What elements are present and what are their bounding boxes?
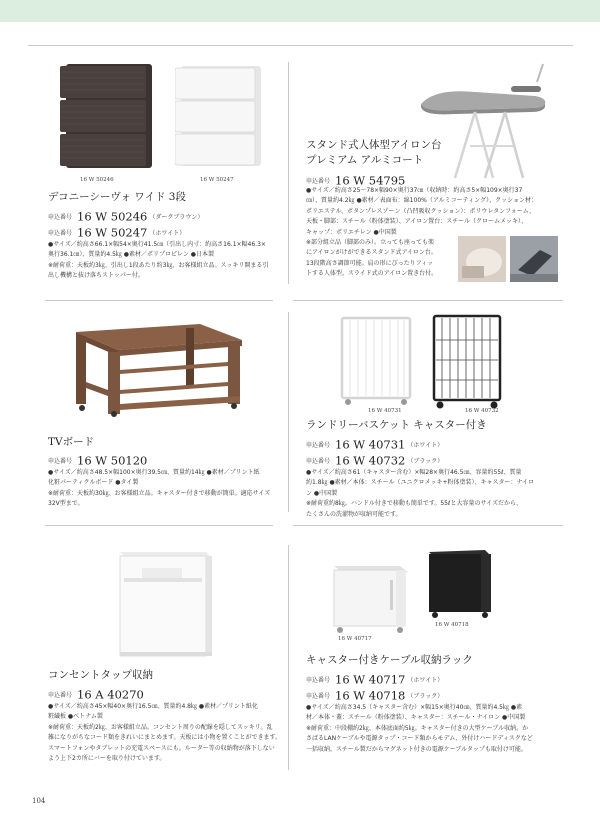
laundry-order-row-2 [306, 450, 443, 469]
desc-line: 材／本体・蓋：スチール（粉体塗装）、キャスター：スチール・ナイロン ●中国製 [306, 714, 526, 722]
order-number: 16 W 50246 [77, 209, 148, 224]
laundry-caption-1: 16 W 40731 [368, 408, 402, 414]
chest-white-image [175, 64, 263, 168]
desc-line: ●サイズ／約高さ34.5（キャスター含む）×幅15×奥行40㎝、質量約4.5㎏ ●素 [306, 704, 523, 711]
divider-column-3 [288, 545, 289, 770]
desc-line: スマートフォンやタブレットの充電スペースにも。ルーター等の収納物が落下しない [48, 744, 275, 752]
divider-top [28, 45, 573, 46]
desc-line: 13段階高さ調節可能。肩の形にぴったりフィッ [306, 259, 434, 267]
cable-rack-black-image [425, 546, 495, 620]
desc-line: ●サイズ／約高さ45×幅40×奥行16.5㎝、質量約4.8㎏ ●素材／プリント紙化 [48, 703, 258, 710]
divider-row2-left [45, 525, 273, 526]
order-number-label: 申込番号 [48, 692, 73, 699]
color-note: （ブラック） [407, 693, 444, 700]
order-number: 16 W 40732 [335, 453, 406, 468]
desc-line: ン ●中国製 [306, 489, 338, 497]
color-note: （ブラック） [407, 458, 444, 465]
desc-line: 粧繊板 ●ベトナム製 [48, 713, 103, 721]
desc-line: ※耐荷重：天板約3㎏、引出し1段あたり約3㎏、お客様組立品。スッキリ開まる引 [48, 261, 269, 269]
desc-line: ●サイズ／約高さ25～78×幅90×奥行37㎝（収納時：約高さ5×幅109×奥行37 [306, 187, 523, 194]
chest-caption-2: 16 W 50247 [200, 177, 234, 183]
ironing-detail-photo-2 [510, 236, 558, 282]
tapbox-product-name: コンセントタップ収納 [48, 669, 153, 681]
desc-line: たくさんの洗濯物が収納可能です。 [306, 510, 402, 518]
desc-line: 雑になりがちなコード類をきれいにまとめます。天板には小物を置くことができます。 [48, 734, 282, 742]
desc-line: ※耐荷重約8㎏。ハンドル付きで移動も簡単です。55ℓと大容量のサイズだから、 [306, 500, 522, 508]
desc-line: キャップ：ポリエチレン ●中国製 [306, 228, 397, 236]
cable-description [306, 703, 533, 755]
order-number-label: 申込番号 [48, 458, 73, 465]
tapbox-description [48, 702, 281, 764]
name-line: プレミアム アルミコート [306, 154, 424, 166]
cable-caption-2: 16 W 40718 [435, 622, 469, 628]
desc-line: ※耐荷重：天板約30㎏、お客様組立品。キャスター付きで移動が簡単。適応サイズ [48, 489, 271, 497]
order-number: 16 W 40718 [335, 688, 406, 703]
desc-line: 天板・脚部：スチール（粉体塗装）、アイロン置台：スチール（クロームメッキ）、 [306, 218, 527, 226]
tapbox-order-row [48, 684, 144, 703]
ironing-product-name [306, 138, 442, 168]
cable-order-row-2 [306, 685, 443, 704]
laundry-basket-white-image [338, 312, 414, 406]
color-note: （ホワイト） [407, 677, 444, 684]
laundry-basket-black-image [430, 310, 506, 410]
order-number-label: 申込番号 [48, 230, 73, 237]
divider-row1-right [293, 300, 563, 301]
order-number-label: 申込番号 [48, 214, 73, 221]
page-number: 104 [32, 797, 46, 805]
divider-row1-left [45, 300, 273, 301]
divider-column-1 [288, 62, 289, 284]
desc-line: ※部分組立品（脚部のみ）。立っても座っても楽 [306, 239, 435, 247]
desc-line: ポリエステル、ボタンプレスゾーン（凸凹吸収クッション）：ポリウレタンフォーム、 [306, 207, 535, 215]
order-number: 16 W 50120 [77, 453, 148, 468]
desc-line: 32V型まで。 [48, 500, 84, 508]
laundry-description [306, 468, 534, 520]
order-number-label: 申込番号 [306, 458, 331, 465]
desc-line: ㎝）、質量約4.2㎏ ●素材／表面布：綿100%（アルミコーティング）、クッション材： [306, 197, 538, 205]
desc-line: さばるLANケーブルや電源タップ・コード類からモデム、外付けハードディスクなど [306, 735, 533, 743]
cable-rack-white-image [330, 560, 412, 634]
cable-caption-1: 16 W 40717 [338, 636, 372, 642]
desc-line: 一括収納。スチール製だからマグネット付きの電源ケーブルタップも取付け可能。 [306, 745, 527, 753]
desc-line: ●サイズ／約高さ48.5×幅100×奥行39.5㎝、質量約14㎏ ●素材／プリント紙 [48, 469, 260, 476]
top-color-band [0, 0, 600, 22]
desc-line: にアイロンがけができるスタンド式アイロン台。 [306, 249, 437, 257]
desc-line: 化粧パーティクルボード ●タイ製 [48, 479, 139, 487]
divider-row2-right [293, 525, 563, 526]
tap-box-image [112, 548, 216, 660]
desc-line: 約1.8㎏ ●素材／本体：スチール（ユニクロメッキ+粉体塗装）、キャスター：ナイロ [306, 479, 535, 487]
tv-product-name: TVボード [48, 436, 95, 448]
desc-line: 奥行36.1㎝）、質量約4.5㎏ ●素材／ポリプロピレン ●日本製 [48, 251, 215, 259]
desc-line: ●サイズ／約高さ61（キャスター含む）×幅28×奥行46.5㎝、容量約55ℓ、質量 [306, 469, 522, 476]
order-number: 16 W 50247 [77, 225, 148, 240]
color-note: （ホワイト） [149, 230, 186, 237]
tv-order-row [48, 450, 147, 469]
order-number: 16 W 54795 [335, 173, 406, 188]
desc-line: よう上下2カ所にバーを取り付けています。 [48, 755, 166, 763]
desc-line: ※耐荷重：中段棚約2㎏、本体底面約5㎏。キャスター付きの大型ケーブル収納。か [306, 724, 529, 732]
chest-order-row-2 [48, 222, 185, 241]
order-number-label: 申込番号 [306, 178, 331, 185]
color-note: （ホワイト） [407, 442, 444, 449]
desc-line: ●サイズ／約高さ66.1×幅54×奥行41.5㎝（引出し内寸：約高さ16.1×幅46.3× [48, 241, 266, 248]
desc-line: ※耐荷重：天板約2㎏、お客様組立品。コンセント周りの配線を隠してスッキリ。乱 [48, 723, 273, 731]
chest-description [48, 240, 268, 282]
order-number: 16 A 40270 [77, 687, 144, 702]
divider-column-2 [288, 312, 289, 512]
laundry-product-name: ランドリーバスケット キャスター付き [306, 419, 487, 431]
chest-dark-brown-image [60, 62, 154, 170]
name-line: スタンド式人体型アイロン台 [306, 139, 442, 151]
ironing-detail-photo-1 [458, 236, 506, 282]
tv-board-image [68, 318, 248, 418]
color-note: （ダークブラウン） [149, 214, 204, 221]
cable-product-name: キャスター付きケーブル収納ラック [306, 654, 473, 666]
order-number: 16 W 40717 [335, 672, 406, 687]
order-number-label: 申込番号 [306, 442, 331, 449]
order-number: 16 W 40731 [335, 437, 406, 452]
chest-product-name: デコニーシーヴォ ワイド 3段 [48, 191, 186, 203]
order-number-label: 申込番号 [306, 677, 331, 684]
desc-line: トする人体型。スライド式のアイロン置き台付。 [306, 270, 438, 278]
chest-caption-1: 16 W 50246 [80, 177, 114, 183]
desc-line: 出し機構と抜け落ちストッパー付。 [48, 272, 144, 280]
tv-description [48, 468, 270, 510]
order-number-label: 申込番号 [306, 693, 331, 700]
laundry-caption-2: 16 W 40732 [465, 408, 499, 414]
